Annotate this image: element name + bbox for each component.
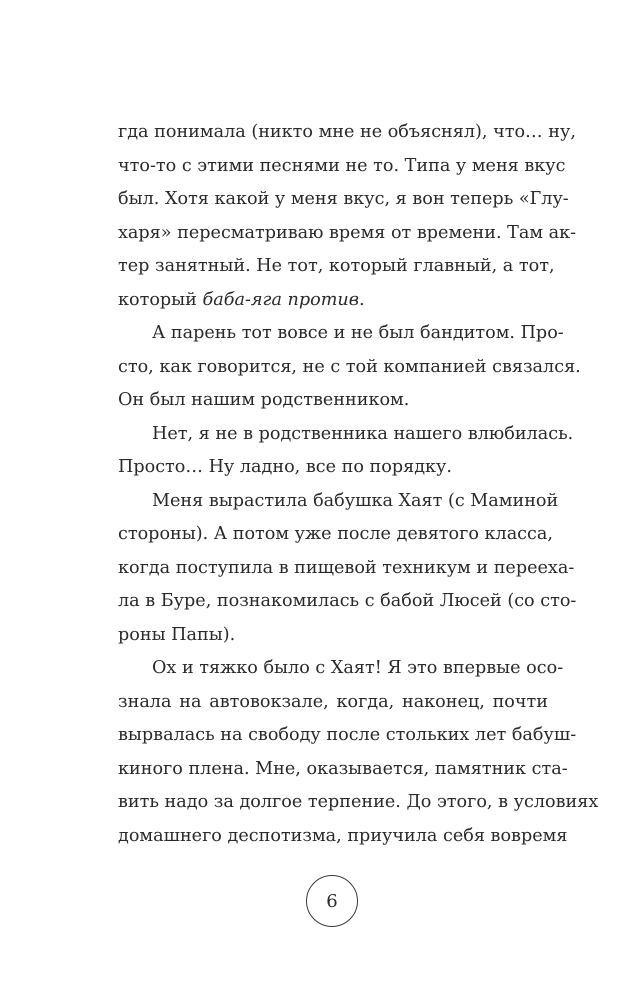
text-line: харя» пересматриваю время от времени. Там ак-	[118, 222, 577, 243]
page-number: 6	[326, 890, 338, 912]
text-line: Он был нашим родственником.	[118, 390, 410, 410]
text-line: когда поступила в пищевой техникум и переехa-	[118, 557, 575, 578]
text-line: гда понимала (никто мне не объяснял), что… ну,	[118, 122, 576, 142]
paragraph-first-line: Нет, я не в родственника нашего влюбилась.	[152, 423, 574, 444]
paragraph-first-line: Ох и тяжко было с Хаят! Я это впервые осо-	[152, 658, 564, 678]
text-line: киного плена. Мне, оказывается, памятник ста-	[118, 758, 568, 779]
text-line: вырвалась на свободу после стольких лет бабуш-	[118, 725, 577, 745]
text-line	[118, 284, 548, 318]
text-line: знала на автовокзале, когда, наконец, почти	[118, 691, 548, 712]
text-line: Просто… Ну ладно, все по порядку.	[118, 457, 452, 477]
text-line: ла в Буре, познакомилась с бабой Люсей (со сто-	[118, 591, 577, 611]
text-fragment: который	[118, 289, 203, 310]
text-fragment: .	[358, 289, 365, 310]
text-line: домашнего деспотизма, приучила себя вовремя	[118, 825, 568, 846]
page-body-text	[118, 116, 599, 853]
text-line: роны Папы).	[118, 624, 236, 645]
italic-phrase: баба-яга против	[202, 289, 359, 310]
text-line: стороны). А потом уже после девятого класса,	[118, 524, 553, 544]
text-line: был. Хотя какой у меня вкус, я вон теперь «Глу-	[118, 189, 569, 209]
paragraph-first-line: Меня вырастила бабушка Хаят (с Маминой	[152, 490, 559, 511]
page-number-badge	[306, 875, 358, 927]
text-line: что-то с этими песнями не то. Типа у меня вкус	[118, 155, 566, 176]
text-line: сто, как говорится, не с той компанией связался.	[118, 356, 581, 377]
text-line: тер занятный. Не тот, который главный, а тот,	[118, 256, 555, 276]
text-line: вить надо за долгое терпение. До этого, в условиях	[118, 792, 599, 812]
paragraph-first-line: А парень тот вовсе и не был бандитом. Про-	[152, 323, 564, 343]
